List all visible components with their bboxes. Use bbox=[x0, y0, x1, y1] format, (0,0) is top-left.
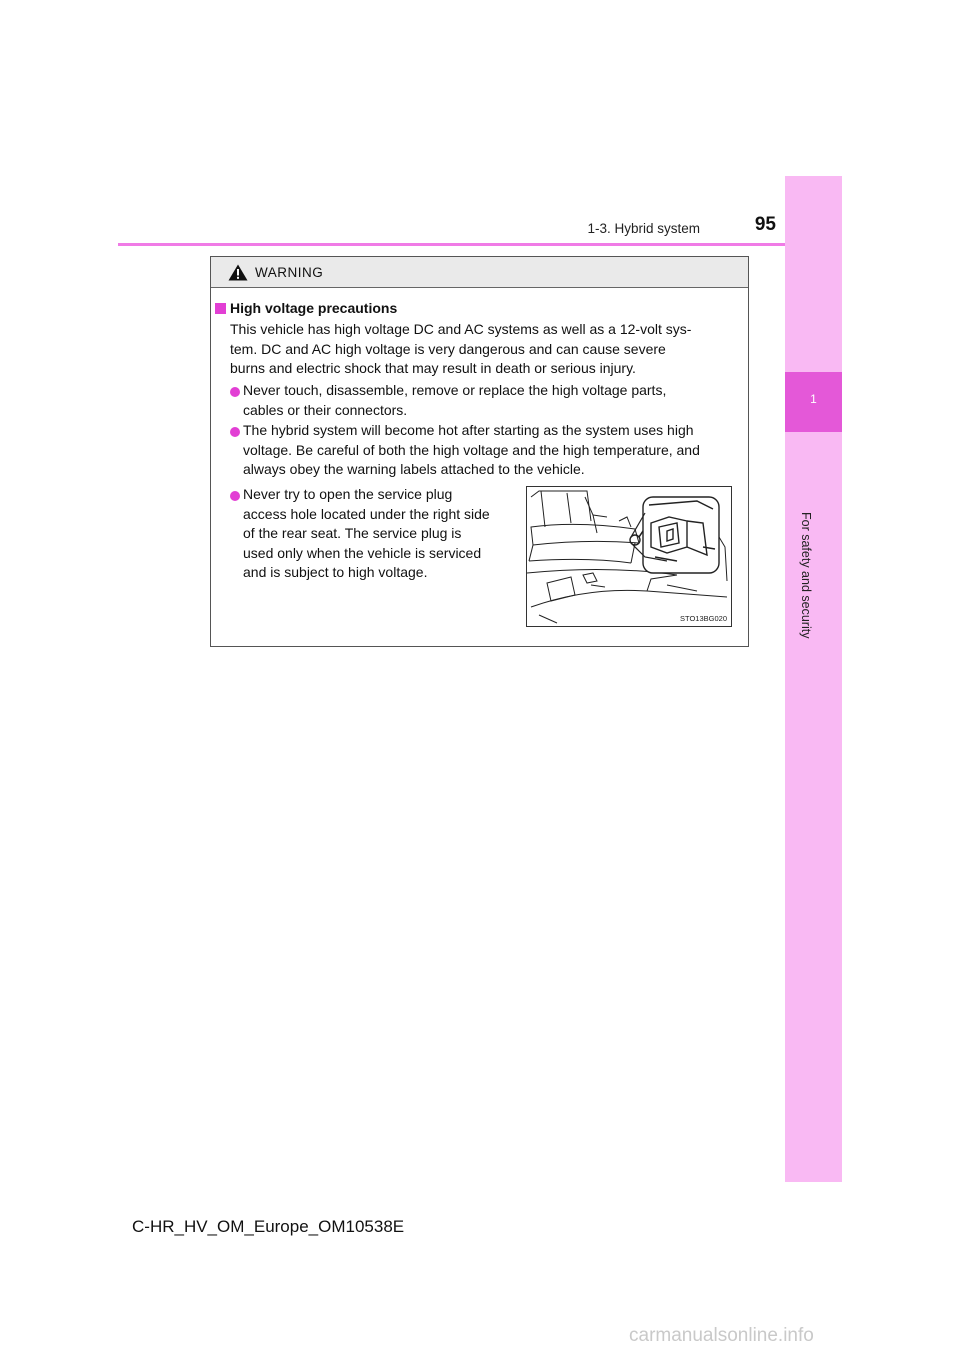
text-line: Never try to open the service plug bbox=[243, 486, 453, 502]
watermark-link[interactable]: carmanualsonline.info bbox=[629, 1325, 814, 1346]
text-line: and is subject to high voltage. bbox=[243, 564, 428, 580]
section-heading: High voltage precautions bbox=[230, 300, 398, 316]
text-line: of the rear seat. The service plug is bbox=[243, 525, 462, 541]
warning-box bbox=[210, 256, 749, 647]
rear-seat-drawing bbox=[527, 487, 731, 626]
bullet-item bbox=[243, 421, 741, 480]
warning-triangle-icon bbox=[228, 264, 248, 281]
bullet-dot-icon bbox=[230, 387, 240, 397]
bullet-dot-icon bbox=[230, 427, 240, 437]
figure-label: STO13BG020 bbox=[680, 614, 727, 623]
text-line: burns and electric shock that may result in death or serious injury. bbox=[230, 360, 636, 376]
text-line: This vehicle has high voltage DC and AC systems as well as a 12-volt sys- bbox=[230, 321, 692, 337]
bullet-dot-icon bbox=[230, 491, 240, 501]
text-line: tem. DC and AC high voltage is very dangerous and can cause severe bbox=[230, 340, 666, 357]
text-line: used only when the vehicle is serviced bbox=[243, 544, 482, 561]
bullet-item bbox=[243, 381, 741, 420]
text-line: cables or their connectors. bbox=[243, 401, 408, 418]
service-plug-illustration bbox=[526, 486, 732, 627]
document-code: C-HR_HV_OM_Europe_OM10538E bbox=[132, 1217, 405, 1236]
section-title: 1-3. Hybrid system bbox=[587, 221, 700, 236]
text-line: voltage. Be careful of both the high voltage and the high temperature, and bbox=[243, 441, 700, 458]
text-line: Never touch, disassemble, remove or replace the high voltage parts, bbox=[243, 382, 667, 398]
text-line: always obey the warning labels attached to the vehicle. bbox=[243, 461, 585, 477]
text-line: access hole located under the right side bbox=[243, 505, 490, 522]
intro-paragraph bbox=[230, 320, 741, 379]
text-line: The hybrid system will become hot after starting as the system uses high bbox=[243, 422, 694, 438]
warning-title: WARNING bbox=[255, 265, 324, 280]
section-marker-icon bbox=[215, 303, 226, 314]
chapter-side-tab bbox=[785, 176, 842, 1182]
header-rule bbox=[118, 243, 785, 246]
chapter-title: For safety and security bbox=[799, 512, 813, 639]
chapter-number: 1 bbox=[810, 392, 817, 406]
warning-header bbox=[211, 257, 748, 288]
page-number: 95 bbox=[754, 214, 776, 235]
bullet-item bbox=[243, 485, 515, 583]
